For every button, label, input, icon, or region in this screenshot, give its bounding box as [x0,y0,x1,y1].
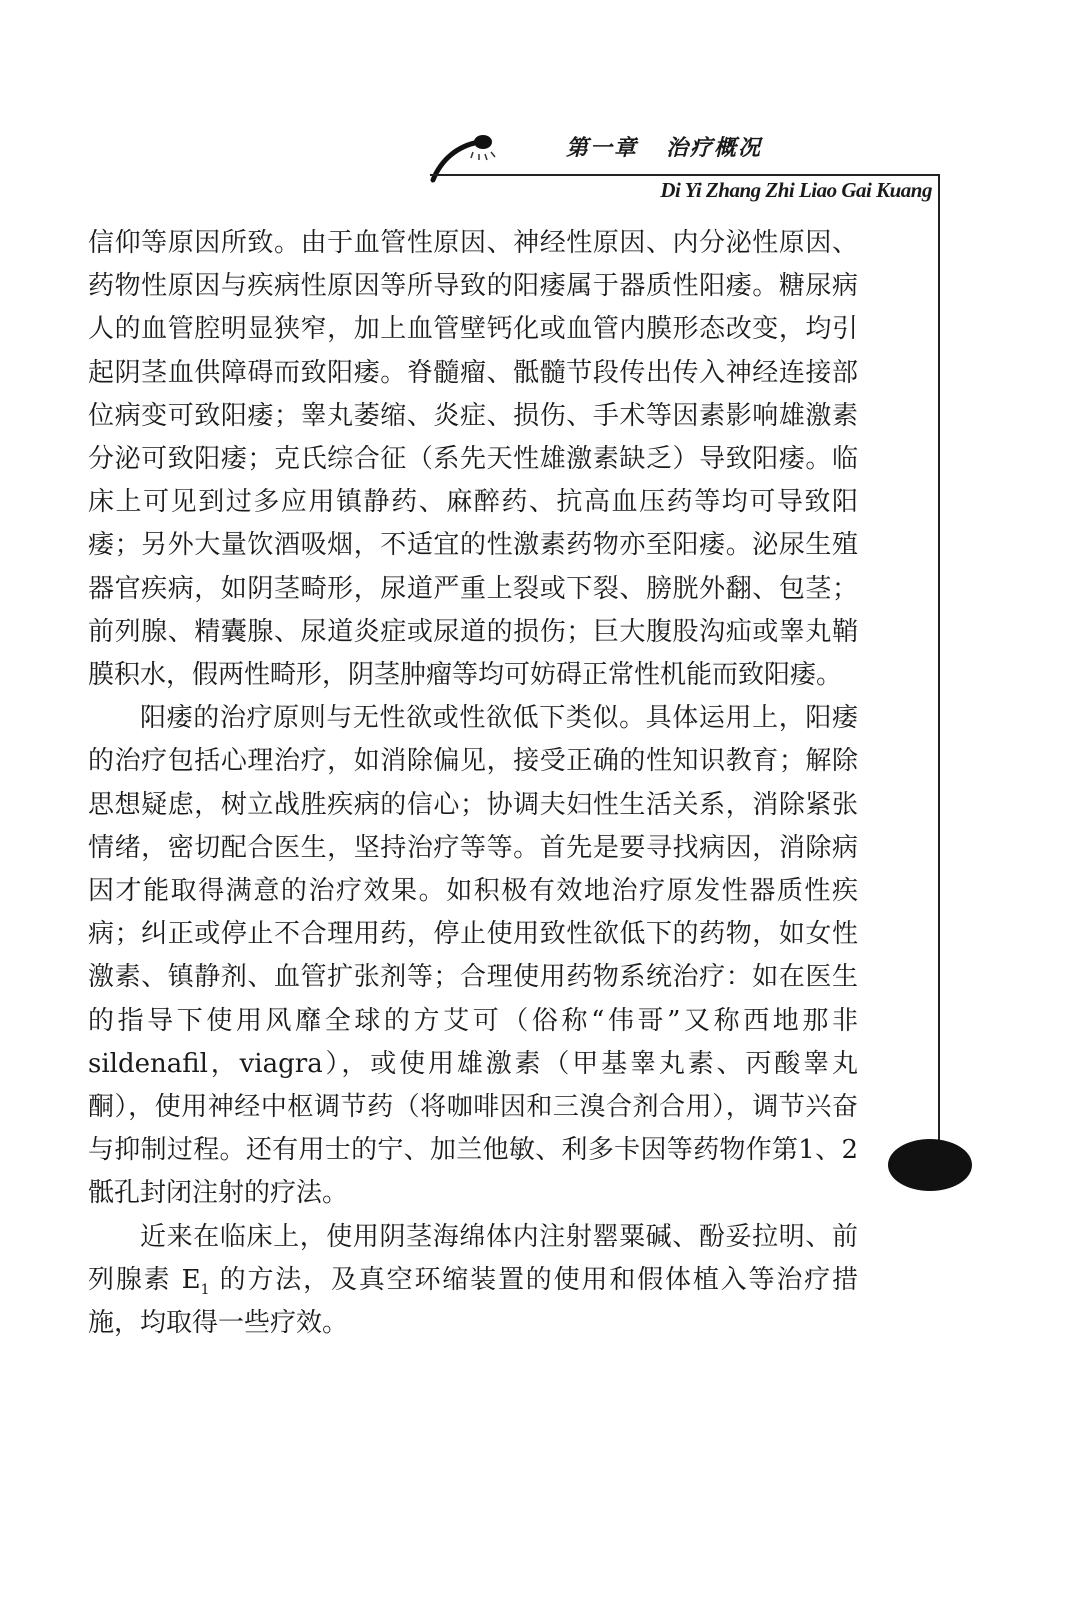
paragraph-3-text-a: 近来在临床上，使用阴茎海绵体内注射罂粟碱、酚妥拉明、前列腺素 E [88,1221,858,1295]
chapter-title [566,131,762,162]
paragraph-1: 信仰等原因所致。由于血管性原因、神经性原因、内分泌性原因、药物性原因与疾病性原因等所导致的阳痿属于器质性阳痿。糖尿病人的血管腔明显狭窄，加上血管壁钙化或血管内膜形态改变，均引起阴茎血供障碍而致阳痿。脊髓瘤、骶髓节段传出传入神经连接部位病变可致阳痿；睾丸萎缩、炎症、损伤、手术等因素影响雄激素分泌可致阳痿；克氏综合征（系先天性雄激素缺乏）导致阳痿。临床上可见到过多应用镇静药、麻醉药、抗高血压药等均可导致阳痿；另外大量饮酒吸烟，不适宜的性激素药物亦至阳痿。泌尿生殖器官疾病，如阴茎畸形，尿道严重上裂或下裂、膀胱外翻、包茎；前列腺、精囊腺、尿道炎症或尿道的损伤；巨大腹股沟疝或睾丸鞘膜积水，假两性畸形，阴茎肿瘤等均可妨碍正常性机能而致阳痿。 [88,228,858,691]
chapter-thumb-tab [888,1139,972,1191]
chapter-label: 第一章 [566,135,639,161]
paragraph-3 [88,1216,858,1346]
margin-rule [938,174,940,1164]
chapter-pinyin: Di Yi Zhang Zhi Liao Gai Kuang [660,178,932,202]
hand-lamp-icon [427,130,517,190]
body-text [88,222,858,1345]
header-rule [430,174,940,176]
chapter-name: 治疗概况 [666,135,763,161]
subscript-1: 1 [200,1282,210,1299]
paragraph-2: 阳痿的治疗原则与无性欲或性欲低下类似。具体运用上，阳痿的治疗包括心理治疗，如消除偏见，接受正确的性知识教育；解除思想疑虑，树立战胜疾病的信心；协调夫妇性生活关系，消除紧张情绪，密切配合医生，坚持治疗等等。首先是要寻找病因，消除病因才能取得满意的治疗效果。如积极有效地治疗原发性器质性疾病；纠正或停止不合理用药，停止使用致性欲低下的药物，如女性激素、镇静剂、血管扩张剂等；合理使用药物系统治疗：如在医生的指导下使用风靡全球的方艾可（俗称“伟哥”又称西地那非 sildenafil，viagra），或使用雄激素（甲基睾丸素、丙酸睾丸酮），使用神经中枢调节药（将咖啡因和三溴合剂合用），调节兴奋与抑制过程。还有用士的宁、加兰他敏、利多卡因等药物作第1、2骶孔封闭注射的疗法。 [88,703,858,1209]
paragraph-3-text-b: 的方法，及真空环缩装置的使用和假体植入等治疗措施，均取得一些疗效。 [88,1264,859,1339]
